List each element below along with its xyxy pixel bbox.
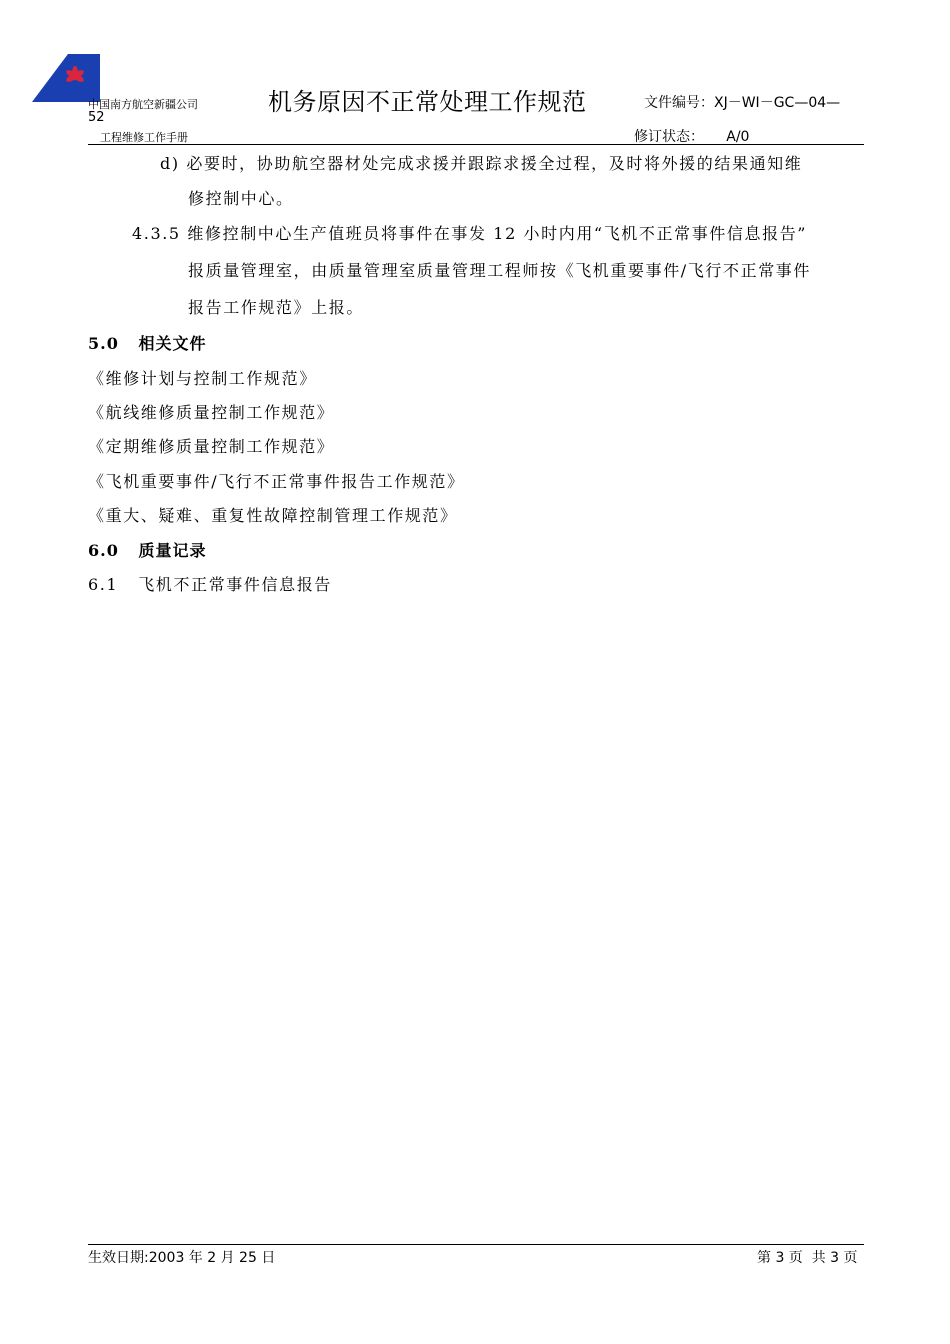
document-title: 机务原因不正常处理工作规范 xyxy=(268,88,587,116)
company-name: 中国南方航空新疆公司 xyxy=(88,98,198,111)
item-4-3-5-line-1: 4.3.5 维修控制中心生产值班员将事件在事发 12 小时内用“飞机不正常事件信息报告” xyxy=(132,224,808,243)
header-divider xyxy=(88,144,864,145)
related-doc-4: 《飞机重要事件/飞行不正常事件报告工作规范》 xyxy=(88,472,465,491)
manual-name: 工程维修工作手册 xyxy=(100,131,188,144)
related-doc-5: 《重大、疑难、重复性故障控制管理工作规范》 xyxy=(88,506,458,525)
doc-number: 文件编号：XJ－WI－GC—04— xyxy=(644,95,841,111)
section-6-heading: 6.0 质量记录 xyxy=(88,541,207,560)
doc-number-tail: 52 xyxy=(88,110,105,125)
item-d-line-1: d) 必要时，协助航空器材处完成求援并跟踪求援全过程，及时将外援的结果通知维 xyxy=(160,154,803,173)
related-doc-1: 《维修计划与控制工作规范》 xyxy=(88,369,317,388)
section-5-heading: 5.0 相关文件 xyxy=(88,334,207,353)
item-4-3-5-line-2: 报质量管理室，由质量管理室质量管理工程师按《飞机重要事件/飞行不正常事件 xyxy=(188,261,811,280)
effective-date: 生效日期:2003 年 2 月 25 日 xyxy=(88,1250,276,1266)
page-info: 第 3 页 共 3 页 xyxy=(757,1250,858,1266)
revision-status: 修订状态： A/0 xyxy=(634,129,750,145)
related-doc-3: 《定期维修质量控制工作规范》 xyxy=(88,437,335,456)
item-4-3-5-line-3: 报告工作规范》上报。 xyxy=(188,298,365,317)
item-d-line-2: 修控制中心。 xyxy=(188,189,294,208)
related-doc-2: 《航线维修质量控制工作规范》 xyxy=(88,403,335,422)
footer-divider xyxy=(88,1244,864,1245)
quality-record-item: 6.1 飞机不正常事件信息报告 xyxy=(88,575,332,594)
